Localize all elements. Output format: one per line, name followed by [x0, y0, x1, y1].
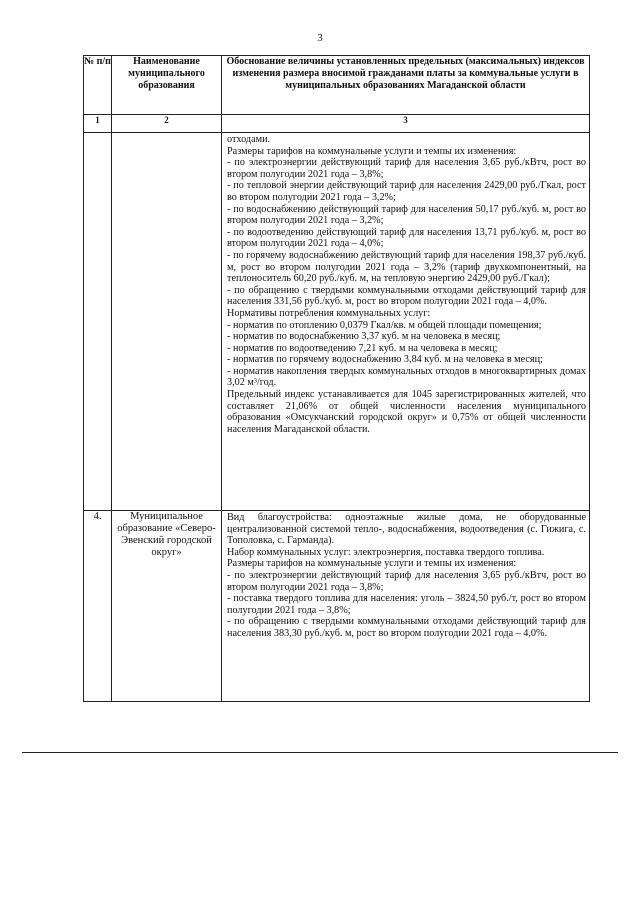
table-row-continuation: [84, 133, 590, 511]
row-number-cell: [84, 133, 112, 511]
text-line: - норматив по отоплению 0,0379 Гкал/кв. м общей площади помещения;: [227, 319, 542, 331]
column-number-1: 1: [84, 115, 112, 133]
text-line: - по электроэнергии действующий тариф для населения 3,65 руб./кВтч, рост во втором полугодии 2021 года – 3,8%;: [227, 569, 586, 593]
text-line: - по горячему водоснабжению действующий тариф для населения 198,37 руб./куб. м, рост во втором полугодии 2021 года – 3,2% (тариф двухкомпонентный, на теплоноситель 60,20 руб./куб. м, на тепловую энергию 2429,00 руб./Гкал);: [227, 249, 586, 285]
text-line: - по водоотведению действующий тариф для населения 13,71 руб./куб. м, рост во втором полугодии 2021 года – 4,0%;: [227, 226, 586, 250]
header-municipality: Наименование муниципального образования: [112, 56, 222, 115]
text-line: - норматив по водоснабжению 3,37 куб. м на человека в месяц;: [227, 331, 501, 343]
text-line: - поставка твердого топлива для населения: уголь – 3824,50 руб./т, рост во втором полугодии 2021 года – 3,8%;: [227, 593, 586, 616]
table-header-row: [84, 56, 590, 115]
municipality-cell: Муниципальное образование «Северо-Эвенский городской округ»: [112, 511, 222, 702]
text-line: - по обращению с твердыми коммунальными отходами действующий тариф для населения 331,56 руб./куб. м, рост во втором полугодии 2021 года – 4,0%.: [227, 284, 586, 308]
text-line: отходами.: [227, 134, 271, 145]
column-number-3: 3: [222, 115, 590, 133]
header-justification: Обоснование величины установленных предельных (максимальных) индексов изменения размера вносимой гражданами платы за коммунальные услуги в муниципальных образованиях Магаданской области: [222, 56, 590, 115]
text-line: Нормативы потребления коммунальных услуг:: [227, 307, 431, 319]
text-line: - по обращению с твердыми коммунальными отходами действующий тариф для населения 383,30 руб./куб. м, рост во втором полугодии 2021 года – 4,0%.: [227, 616, 586, 639]
indices-justification-table: [83, 55, 590, 702]
row-number-cell: 4.: [84, 511, 112, 702]
text-line: Набор коммунальных услуг: электроэнергия, поставка твердого топлива.: [227, 546, 545, 558]
municipality-cell: [112, 133, 222, 511]
text-line: - по электроэнергии действующий тариф для населения 3,65 руб./кВтч, рост во втором полугодии 2021 года – 3,8%;: [227, 157, 586, 180]
justification-text: [222, 511, 589, 640]
column-number-2: 2: [112, 115, 222, 133]
justification-cell: [222, 133, 590, 511]
justification-text: [222, 133, 589, 435]
text-line: Размеры тарифов на коммунальные услуги и темпы их изменения:: [227, 558, 517, 570]
page-number: 3: [317, 32, 323, 44]
text-line: Вид благоустройства: одноэтажные жилые дома, не оборудованные централизованной системой тепло-, водоснабжения, водоотведения (с. Гижига, с. Тополовка, с. Гарманда).: [227, 512, 586, 547]
text-line: - норматив накопления твердых коммунальных отходов в многоквартирных домах 3,02 м³/год.: [227, 365, 586, 389]
text-line: Предельный индекс устанавливается для 1045 зарегистрированных жителей, что составляет 21,06% от общей численности населения муниципального образования «Омсукчанский городской округ» и 0,75% от общей численности населения Магаданской области.: [227, 389, 586, 435]
text-line: - по тепловой энергии действующий тариф для населения 2429,00 руб./Гкал, рост во втором полугодии 2021 года – 3,2%;: [227, 180, 586, 203]
text-line: Размеры тарифов на коммунальные услуги и темпы их изменения:: [227, 145, 517, 157]
bottom-rule: [22, 752, 618, 753]
text-line: - норматив по горячему водоснабжению 3,84 куб. м на человека в месяц;: [227, 354, 543, 366]
table-row-4: [84, 511, 590, 702]
column-numbers-row: [84, 115, 590, 133]
justification-cell: [222, 511, 590, 702]
header-number: № п/п: [84, 56, 112, 115]
text-line: - норматив по водоотведению 7,21 куб. м на человека в месяц;: [227, 342, 498, 354]
text-line: - по водоснабжению действующий тариф для населения 50,17 руб./куб. м, рост во втором полугодии 2021 года – 3,2%;: [227, 203, 586, 227]
